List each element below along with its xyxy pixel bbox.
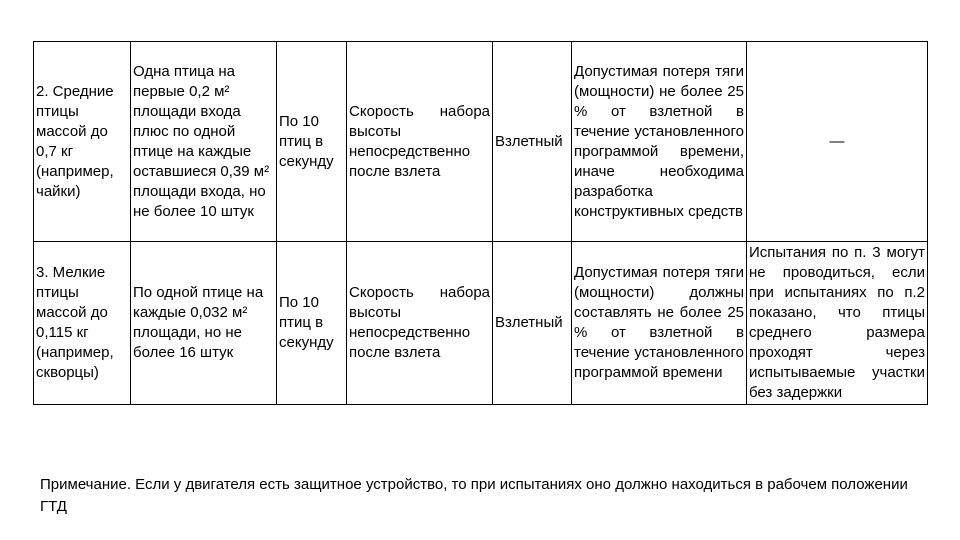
bird-category-cell: 2. Средние птицы массой до 0,7 кг (например, чайки) — [34, 42, 131, 242]
aircraft-speed-cell: Скорость набора высоты непосредственно после взлета — [347, 42, 493, 242]
requirement-cell: Допустимая потеря тяги (мощности) не более 25 % от взлетной в течение установленного программой времени, иначе необходима разработка конструктивных средств — [572, 42, 747, 242]
aircraft-speed-cell: Скорость набора высоты непосредственно после взлета — [347, 242, 493, 405]
release-rate-cell: По 10 птиц в секунду — [277, 242, 347, 405]
remark-cell: Испытания по п. 3 могут не проводиться, если при испытаниях по п.2 показано, что птицы среднего размера проходят через испытываемые участки без задержки — [747, 242, 928, 405]
footnote-text: Примечание. Если у двигателя есть защитное устройство, то при испытаниях оно должно находиться в рабочем положении ГТД — [40, 476, 908, 515]
bird-quantity-cell: Одна птица на первые 0,2 м² площади входа плюс по одной птице на каждые оставшиеся 0,39 м² площади входа, но не более 10 штук — [131, 42, 277, 242]
remark-cell: — — [747, 42, 928, 242]
bird-category-cell: 3. Мелкие птицы массой до 0,115 кг (например, скворцы) — [34, 242, 131, 405]
engine-mode-cell: Взлетный — [493, 42, 572, 242]
engine-mode-cell: Взлетный — [493, 242, 572, 405]
requirement-cell: Допустимая потеря тяги (мощности) должны составлять не более 25 % от взлетной в течение установленного программой времени — [572, 242, 747, 405]
bird-quantity-cell: По одной птице на каждые 0,032 м² площади, но не более 16 штук — [131, 242, 277, 405]
table-row — [34, 42, 928, 242]
table-row — [34, 242, 928, 405]
bird-ingestion-table — [33, 41, 928, 405]
release-rate-cell: По 10 птиц в секунду — [277, 42, 347, 242]
